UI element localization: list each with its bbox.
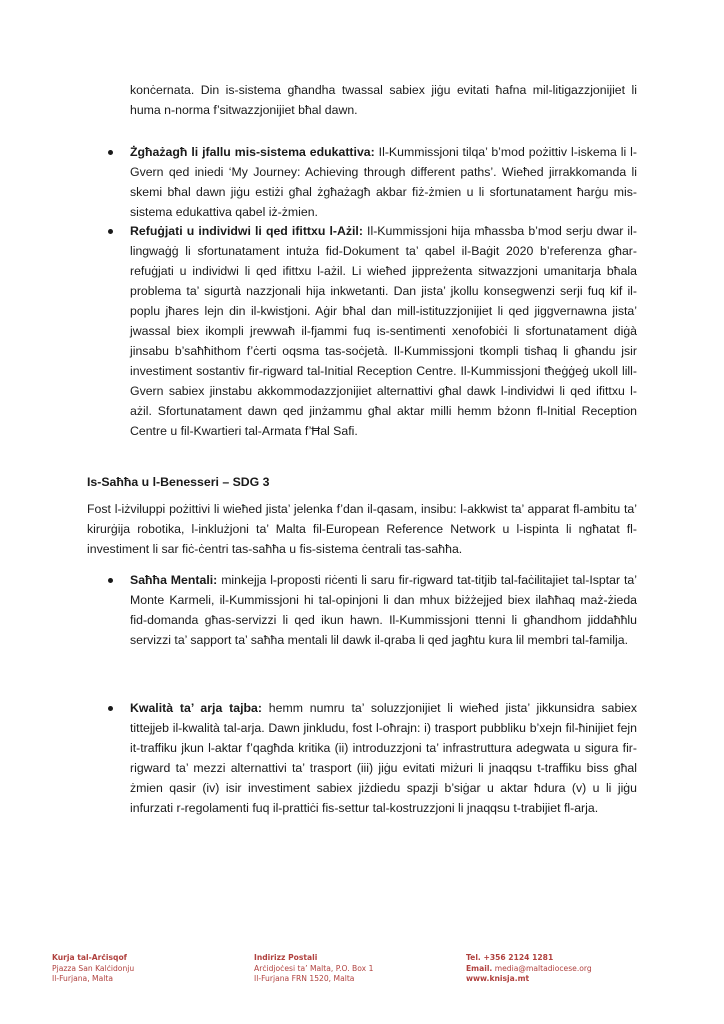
bullet-icon bbox=[108, 229, 113, 234]
footer-address-line: Il-Furjana, Malta bbox=[52, 974, 113, 983]
bullet-body: Il-Kummissjoni tilqa’ b’mod pożittiv l-iskema li l-Gvern qed iniedi ‘My Journey: Achieving through different paths’. Wieħed jirrakkomanda li skemi bħal dawn jiġu estiżi għal żgħażagħ akbar fiż-żmien u li sfortunatament ħarġu mis-sistema edukattiva qabel iż-żmien. bbox=[130, 145, 637, 219]
bullet-title: Kwalità ta’ arja tajba: bbox=[130, 701, 262, 715]
footer-phone: Tel. +356 2124 1281 bbox=[466, 953, 554, 962]
continuation-paragraph: konċernata. Din is-sistema għandha twassal sabiex jiġu evitati ħafna mil-litigazzjonijiet li huma n-norma f’sitwazzjonijiet bħal dawn. bbox=[130, 83, 637, 117]
footer-office-name: Kurja tal-Arċisqof bbox=[52, 953, 127, 962]
footer-postal-line: Il-Furjana FRN 1520, Malta bbox=[254, 974, 355, 983]
bullet-title: Refuġjati u individwi li qed ifittxu l-Ażil: bbox=[130, 224, 363, 238]
bullet-body: minkejja l-proposti riċenti li saru fir-rigward tat-titjib tal-faċilitajiet tal-Isptar ta’ Monte Karmeli, il-Kummissjoni hi tal-opinjoni li dan mhux biżżejjed biex ilaħħaq maż-żieda fid-domanda għas-servizzi li qed ikun hawn. Il-Kummissjoni ttenni li għandhom jiddaħħlu servizzi ta’ sapport ta’ saħħa mentali lil dawk il-qraba li qed jagħtu kura lil membri tal-familja. bbox=[130, 573, 637, 647]
bullet-icon bbox=[108, 706, 113, 711]
footer-email-label: Email. bbox=[466, 963, 493, 973]
footer-address-line: Pjazza San Kalċidonju bbox=[52, 963, 135, 973]
bullet-paragraph bbox=[130, 698, 637, 818]
footer-postal-block bbox=[254, 953, 373, 985]
bullet-body: hemm numru ta’ soluzzjonijiet li wieħed jista’ jikkunsidra sabiex tittejjeb il-kwalità tal-arja. Dawn jinkludu, fost l-oħrajn: i) trasport pubbliku b’xejn fil-ħinijiet fejn it-traffiku jkun l-aktar f’qagħda kritika (ii) introduzzjoni ta’ infrastruttura adegwata u sigura fir-rigward ta’ mezzi alternattivi ta’ trasport (iii) jiġu evitati miżuri li jnaqqsu t-traffiku biss għal żmien qasir (iv) isir investiment sabiex jiżdiedu spazji b’siġar u aktar ħdura (v) u li jiġu infurzati r-regolamenti fuq il-prattiċi fis-settur tal-kostruzzjoni li jnaqqsu t-trabijiet fl-arja. bbox=[130, 701, 637, 815]
bullet-paragraph bbox=[130, 142, 637, 222]
section-heading: Is-Saħħa u l-Benesseri – SDG 3 bbox=[87, 475, 270, 489]
bullet-paragraph bbox=[130, 221, 637, 441]
footer-postal-title: Indirizz Postali bbox=[254, 953, 318, 962]
footer-address-block bbox=[52, 953, 134, 985]
footer-website-link[interactable]: www.knisja.mt bbox=[466, 974, 530, 983]
bullet-icon bbox=[108, 578, 113, 583]
section-intro-paragraph: Fost l-iżviluppi pożittivi li wieħed jista’ jelenka f’dan il-qasam, insibu: l-akkwist ta’ apparat fl-ambitu ta’ kirurġija robotika, l-inklużjoni ta’ Malta fil-European Reference Network u l-ispinta li ngħatat fl-investiment li sar fiċ-ċentri tas-saħħa u fis-sistema ċentrali tas-saħħa. bbox=[87, 502, 637, 556]
bullet-paragraph bbox=[130, 570, 637, 650]
footer-email bbox=[466, 964, 592, 975]
footer-email-link[interactable]: media@maltadiocese.org bbox=[492, 963, 592, 973]
bullet-title: Saħħa Mentali: bbox=[130, 573, 218, 587]
bullet-icon bbox=[108, 150, 113, 155]
footer-postal-line: Arċidjoċesi ta’ Malta, P.O. Box 1 bbox=[254, 963, 374, 973]
bullet-title: Żgħażagħ li jfallu mis-sistema edukattiva: bbox=[130, 145, 375, 159]
bullet-body: Il-Kummissjoni hija mħassba b’mod serju dwar il-lingwaġġ li sfortunatament intuża fid-Dokument ta’ qabel il-Baġit 2020 b’referenza għar-refuġjati u individwi li qed ifittxu l-ażil. Li wieħed jippreżenta sitwazzjoni umanitarja bħala problema ta’ sigurtà nazzjonali hija inkwetanti. Dan jista’ jkollu konsegwenzi serji fuq kif il-poplu jħares lejn din il-kwistjoni. Aġir bħal dan mill-istituzzjonijiet li qed jiggvernawna jista’ jwassal biex ikompli jrewwaħ il-fjammi fuq is-sentimenti xenofobiċi li sfortunatament diġà jinsabu b’saħħithom f’ċerti oqsma tas-soċjetà. Il-Kummissjoni tkompli tisħaq li għandu jsir investiment sostantiv fir-rigward tal-Initial Reception Centre. Il-Kummissjoni tħeġġeġ ukoll lill-Gvern sabiex jinstabu akkommodazzjonijiet alternattivi għal dawk l-individwi li qed ifittxu l-ażil. Sfortunatament dawn qed jinżammu għal aktar milli hemm bżonn fl-Initial Reception Centre u fil-Kwartieri tal-Armata f’Ħal Safi. bbox=[130, 224, 637, 438]
footer-contact-block bbox=[466, 953, 592, 985]
